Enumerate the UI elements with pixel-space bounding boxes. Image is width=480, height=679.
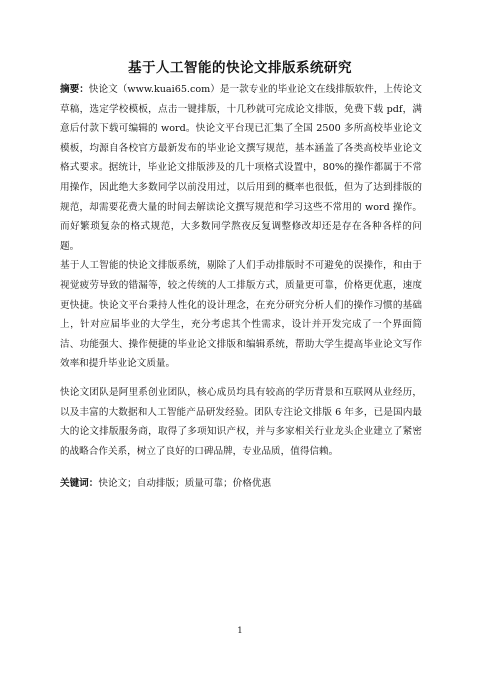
document-body (60, 80, 422, 494)
body-paragraph-3: 快论文团队是阿里系创业团队，核心成员均具有较高的学历背景和互联网从业经历，以及丰富的大数据和人工智能产品研发经验。团队专注论文排版 6 年多，已是国内最大的论文排版服务商，取得了多项知识产权，并与多家相关行业龙头企业建立了紧密的战略合作关系，树立了良好的口碑品牌，专业品质，值得信赖。 (60, 386, 422, 457)
abstract-text: 快论文（www.kuai65.com）是一款专业的毕业论文在线排版软件，上传论文草稿，选定学校模板，点击一键排版，十几秒就可完成论文排版，免费下载 pdf，满意后付款下载可编辑的 word。快论文平台现已汇集了全国 2500 多所高校毕业论文模板，均源自各校官方最新发布的毕业论文撰写规范，基本涵盖了各类高校毕业论文格式要求。据统计，毕业论文排版涉及的几十项格式设置中，80%的操作都属于不常用操作，因此绝大多数同学以前没用过，以后用到的概率也很低，但为了达到排版的规范，却需要花费大量的时间去解读论文撰写规范和学习这些不常用的 word 操作。而好繁琐复杂的格式规范，大多数同学熬夜反复调整修改却还是存在各种各样的问题。 (60, 84, 422, 252)
abstract-paragraph (60, 80, 422, 256)
keywords-text: 快论文；自动排版；质量可靠；价格优惠 (98, 478, 272, 490)
abstract-label: 摘要： (60, 84, 89, 95)
keywords-spacer (60, 461, 422, 474)
paragraph-spacer (60, 374, 422, 383)
keywords-label: 关键词： (60, 478, 99, 490)
document-title: 基于人工智能的快论文排版系统研究 (128, 60, 352, 76)
keywords-line (60, 474, 422, 494)
page-number: 1 (237, 626, 243, 636)
body-paragraph-2: 基于人工智能的快论文排版系统，剔除了人们手动排版时不可避免的误操作，和由于视觉疲劳导致的错漏等，较之传统的人工排版方式，质量更可靠，价格更优惠，速度更快捷。快论文平台秉持人性化的设计理念，在充分研究分析人们的操作习惯的基础上，针对应届毕业的大学生，充分考虑其个性需求，设计并开发完成了一个界面简洁、功能强大、操作便捷的毕业论文排版和编辑系统，帮助大学生提高毕业论文写作效率和提升毕业论文质量。 (60, 260, 422, 370)
